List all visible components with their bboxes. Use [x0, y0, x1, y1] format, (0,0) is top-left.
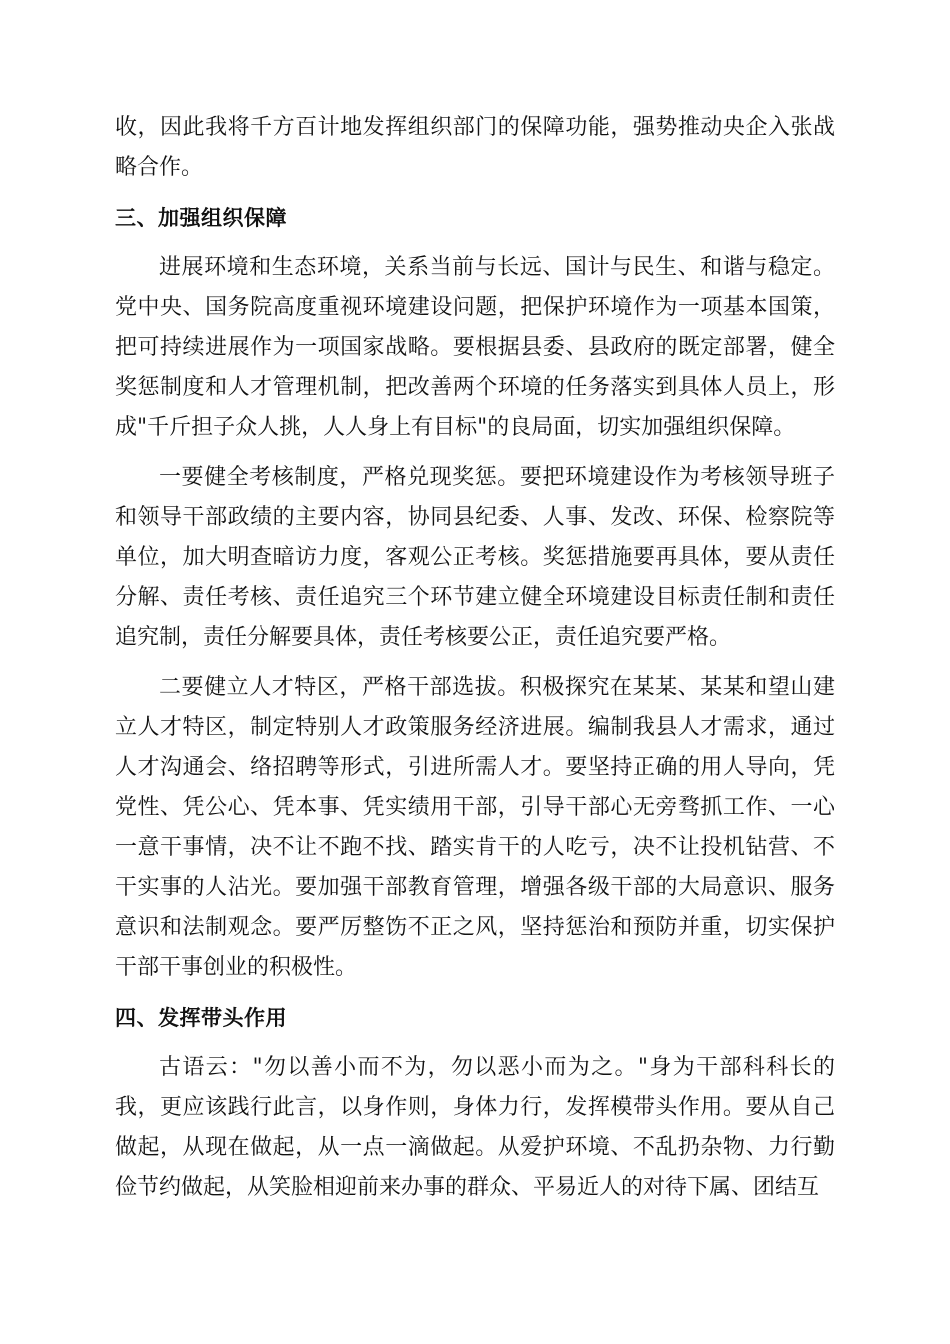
- section-heading-4: 四、发挥带头作用: [115, 1006, 287, 1030]
- section3-paragraph-1: 进展环境和生态环境，关系当前与长远、国计与民生、和谐与稳定。党中央、国务院高度重视环境建设问题，把保护环境作为一项基本国策，把可持续进展作为一项国家战略。要根据县委、县政府的既定部署，健全奖惩制度和人才管理机制，把改善两个环境的任务落实到具体人员上，形成"千斤担子众人挑，人人身上有目标"的良局面，切实加强组织保障。: [115, 255, 835, 440]
- section-heading-3: 三、加强组织保障: [115, 206, 287, 230]
- spacer: [115, 238, 835, 248]
- spacer: [115, 988, 835, 998]
- section3-paragraph-2: 一要健全考核制度，严格兑现奖惩。要把环境建设作为考核领导班子和领导干部政绩的主要内容，协同县纪委、人事、发改、环保、检察院等单位，加大明查暗访力度，客观公正考核。奖惩措施要再具体，要从责任分解、责任考核、责任追究三个环节建立健全环境建设目标责任制和责任追究制，责任分解要具体，责任考核要公正，责任追究要严格。: [115, 465, 835, 650]
- section4-paragraph-1: 古语云："勿以善小而不为，勿以恶小而为之。"身为干部科科长的我，更应该践行此言，以身作则，身体力行，发挥模带头作用。要从自己做起，从现在做起，从一点一滴做起。从爱护环境、不乱扔杂物、力行勤俭节约做起，从笑脸相迎前来办事的群众、平易近人的对待下属、团结互: [115, 1055, 835, 1200]
- spacer: [115, 188, 835, 198]
- section3-paragraph-3: 二要健立人才特区，严格干部选拔。积极探究在某某、某某和望山建立人才特区，制定特别人才政策服务经济进展。编制我县人才需求，通过人才沟通会、络招聘等形式，引进所需人才。要坚持正确的用人导向，凭党性、凭公心、凭本事、凭实绩用干部，引导干部心无旁骛抓工作、一心一意干事情，决不让不跑不找、踏实肯干的人吃亏，决不让投机钻营、不干实事的人沾光。要加强干部教育管理，增强各级干部的大局意识、服务意识和法制观念。要严厉整饬不正之风，坚持惩治和预防并重，切实保护干部干事创业的积极性。: [115, 675, 835, 980]
- spacer: [115, 448, 835, 458]
- continuation-paragraph: 收，因此我将千方百计地发挥组织部门的保障功能，强势推动央企入张战略合作。: [115, 115, 835, 180]
- spacer: [115, 1038, 835, 1048]
- document-page: [115, 108, 835, 1208]
- spacer: [115, 658, 835, 668]
